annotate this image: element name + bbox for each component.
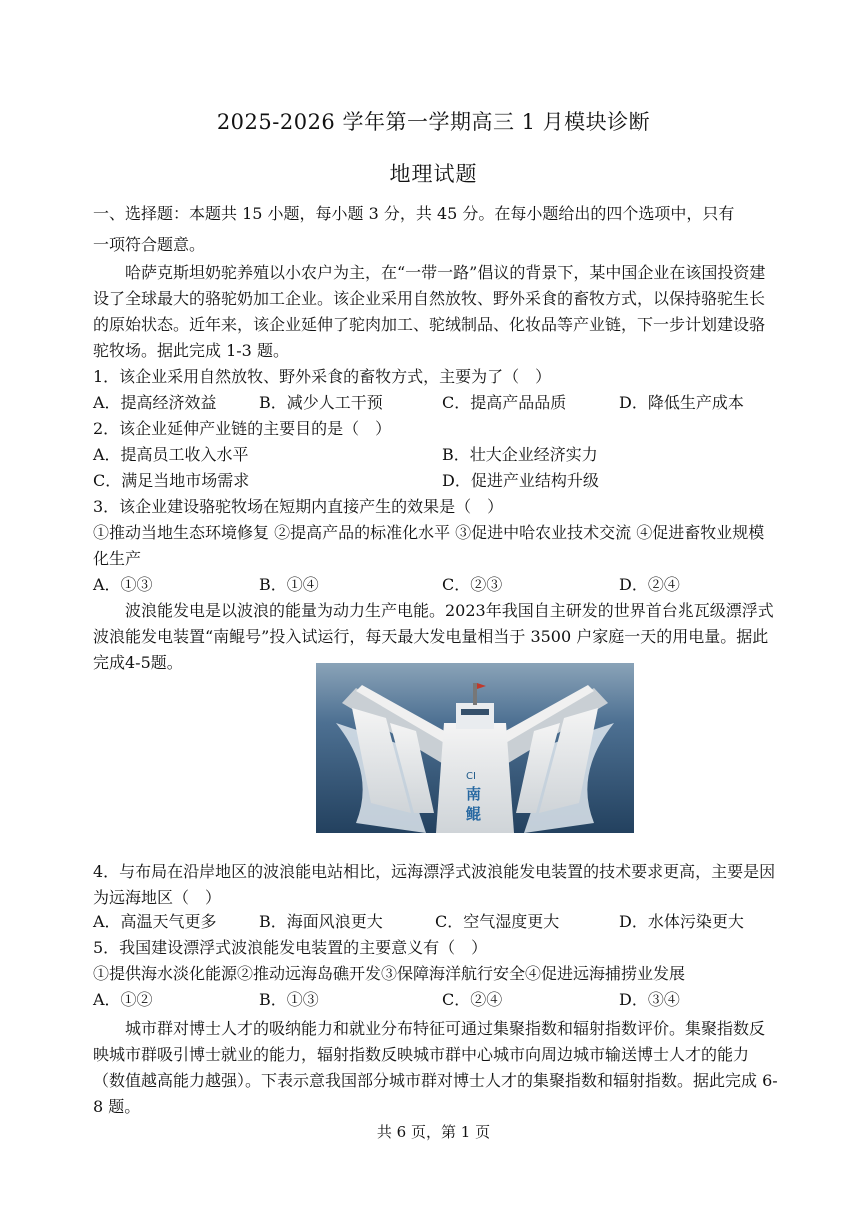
exam-title: 2025-2026 学年第一学期高三 1 月模块诊断	[216, 110, 651, 134]
page-footer: 共 6 页，第 1 页	[376, 1123, 491, 1141]
option-b: B．①④	[259, 575, 319, 594]
option-d: D．③④	[619, 990, 680, 1009]
question-2-stem: 2．该企业延伸产业链的主要目的是（ ）	[93, 419, 392, 438]
question-3-items: ①推动当地生态环境修复 ②提高产品的标准化水平 ③促进中哈农业技术交流 ④促进畜牧业规模化生产	[93, 523, 765, 568]
option-c: C．提高产品品质	[442, 393, 567, 412]
passage-wave-energy: 波浪能发电是以波浪的能量为动力生产电能。2023年我国自主研发的世界首台兆瓦级漂浮式波浪能发电装置“南鲲号”投入试运行，每天最大发电量相当于 3500 户家庭一天的用电量。据此完成4-5题。	[93, 601, 774, 672]
question-5-stem: 5．我国建设漂浮式波浪能发电装置的主要意义有（ ）	[93, 938, 488, 957]
option-a: A．提高员工收入水平	[93, 445, 249, 464]
question-5-items: ①提供海水淡化能源②推动远海岛礁开发③保障海洋航行安全④促进远海捕捞业发展	[93, 964, 686, 983]
option-d: D．②④	[619, 575, 680, 594]
option-a: A．提高经济效益	[93, 393, 217, 412]
wave-energy-device-photo	[316, 663, 634, 833]
question-2-options-row1	[93, 442, 779, 468]
option-a: A．①②	[93, 990, 153, 1009]
ship-name-top: 南	[466, 785, 482, 803]
question-1-options	[93, 390, 779, 416]
option-a: A．高温天气更多	[93, 912, 217, 931]
question-5-options	[93, 987, 779, 1013]
question-3-options	[93, 572, 779, 598]
option-a: A．①③	[93, 575, 153, 594]
exam-subject: 地理试题	[389, 162, 478, 186]
question-4-stem: 4．与布局在沿岸地区的波浪能电站相比，远海漂浮式波浪能发电装置的技术要求更高，主要是因为远海地区（ ）	[93, 862, 776, 907]
section-instruction-line2: 一项符合题意。	[93, 235, 206, 254]
option-c: C．满足当地市场需求	[93, 471, 250, 490]
option-d: D．降低生产成本	[619, 393, 744, 412]
section-instruction-line1: 一、选择题：本题共 15 小题，每小题 3 分，共 45 分。在每小题给出的四个选项中，只有	[93, 204, 735, 223]
option-b: B．减少人工干预	[259, 393, 383, 412]
option-b: B．海面风浪更大	[259, 912, 383, 931]
question-4-options	[93, 909, 779, 935]
ship-badge-text: CI	[466, 771, 476, 782]
option-b: B．①③	[259, 990, 319, 1009]
passage-camel: 哈萨克斯坦奶驼养殖以小农户为主，在“一带一路”倡议的背景下，某中国企业在该国投资建设了全球最大的骆驼奶加工企业。该企业采用自然放牧、野外采食的畜牧方式，以保持骆驼生长的原始状态。近年来，该企业延伸了驼肉加工、驼绒制品、化妆品等产业链，下一步计划建设骆驼牧场。据此完成 1-3 题。	[93, 263, 766, 360]
option-c: C．②③	[442, 575, 503, 594]
option-b: B．壮大企业经济实力	[442, 445, 598, 464]
passage-phd-talent: 城市群对博士人才的吸纳能力和就业分布特征可通过集聚指数和辐射指数评价。集聚指数反映城市群吸引博士就业的能力，辐射指数反映城市群中心城市向周边城市输送博士人才的能力（数值越高能力越强）。下表示意我国部分城市群对博士人才的集聚指数和辐射指数。据此完成 6-8 题。	[93, 1019, 778, 1116]
option-d: D．促进产业结构升级	[442, 471, 599, 490]
option-c: C．②④	[442, 990, 503, 1009]
question-3-stem: 3．该企业建设骆驼牧场在短期内直接产生的效果是（ ）	[93, 497, 504, 516]
option-c: C．空气湿度更大	[435, 912, 560, 931]
question-1-stem: 1．该企业采用自然放牧、野外采食的畜牧方式，主要为了（ ）	[93, 367, 552, 386]
option-d: D．水体污染更大	[619, 912, 744, 931]
ship-name-bottom: 鲲	[466, 805, 482, 823]
question-2-options-row2	[93, 468, 779, 494]
